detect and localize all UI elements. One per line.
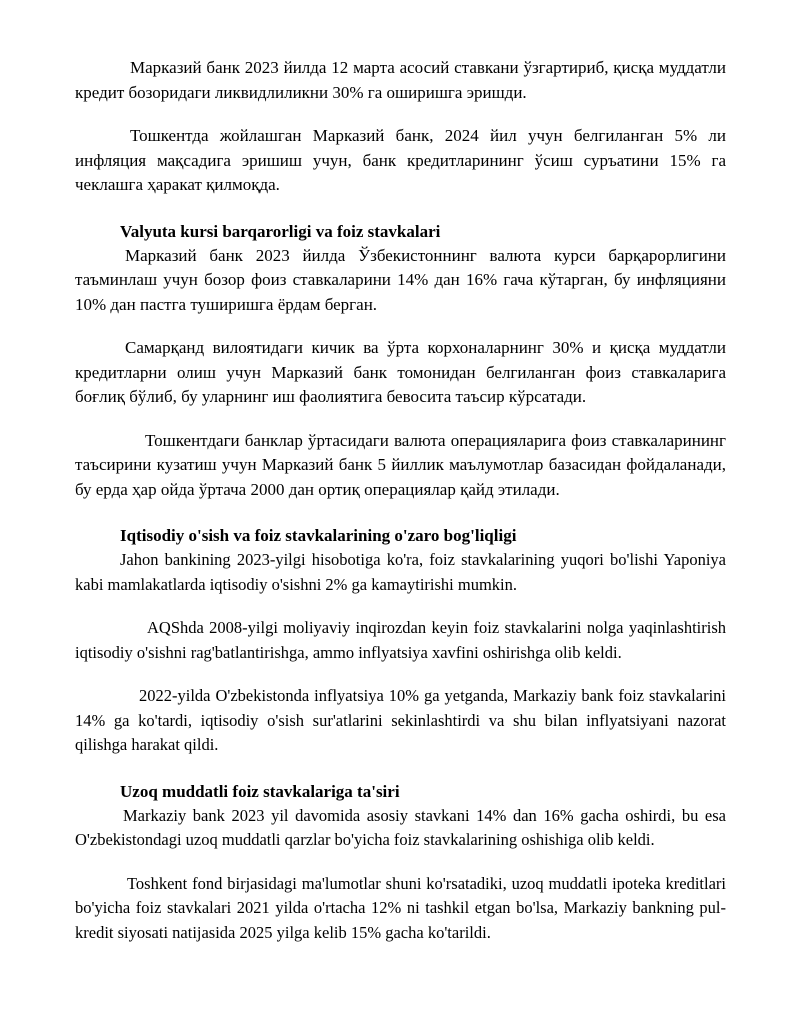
section-heading: Valyuta kursi barqarorligi va foiz stavkalari <box>120 221 441 241</box>
paragraph: Марказий банк 2023 йилда Ўзбекистоннинг валюта курси барқарорлигини таъминлаш учун бозор фоиз ставкаларини 14% дан 16% гача кўтарган, бу инфляцияни 10% дан пастга туширишга ёрдам берган. <box>75 245 726 314</box>
paragraph: 2022-yilda O'zbekistonda inflyatsiya 10% ga yetganda, Markaziy bank foiz stavkalarini 14% ga ko'tardi, iqtisodiy o'sish sur'atlarini sekinlashtirdi va shu bilan inflyatsiyani nazorat qilishga harakat qildi. <box>75 686 726 754</box>
section-heading: Iqtisodiy o'sish va foiz stavkalarining o'zaro bog'liqligi <box>120 526 517 545</box>
paragraph: Тошкентдаги банклар ўртасидаги валюта операцияларига фоиз ставкаларининг таъсирини кузатиш учун Марказий банк 5 йиллик маълумотлар базасидан фойдаланади, бу ерда ҳар ойда ўртача 2000 дан ортиқ операциялар қайд этилади. <box>75 430 726 499</box>
paragraph: Тошкентда жойлашган Марказий банк, 2024 йил учун белгиланган 5% ли инфляция мақсадига эришиш учун, банк кредитларининг ўсиш суръатини 15% га чеклашга ҳаракат қилмоқда. <box>75 126 726 194</box>
document-page <box>75 56 726 945</box>
paragraph: Markaziy bank 2023 yil davomida asosiy stavkani 14% dan 16% gacha oshirdi, bu esa O'zbekistondagi uzoq muddatli qarzlar bo'yicha foiz stavkalarining oshishiga olib keldi. <box>75 805 726 849</box>
paragraph: AQShda 2008-yilgi moliyaviy inqirozdan keyin foiz stavkalarini nolga yaqinlashtirish iqtisodiy o'sishni rag'batlantirishga, ammo inflyatsiya xavfini oshirishga olib keldi. <box>75 618 726 662</box>
paragraph: Toshkent fond birjasidagi ma'lumotlar shuni ko'rsatadiki, uzoq muddatli ipoteka kreditlari bo'yicha foiz stavkalari 2021 yilda o'rtacha 12% ni tashkil etgan bo'lsa, Markaziy bankning pul-kredit siyosati natijasida 2025 yilga kelib 15% gacha ko'tarildi. <box>75 873 726 942</box>
paragraph: Самарқанд вилоятидаги кичик ва ўрта корхоналарнинг 30% и қисқа муддатли кредитларни олиш учун Марказий банк томонидан белгиланган фоиз ставкаларига боғлиқ бўлиб, бу уларнинг иш фаолиятига бевосита таъсир кўрсатади. <box>75 338 726 406</box>
paragraph: Jahon bankining 2023-yilgi hisobotiga ko'ra, foiz stavkalarining yuqori bo'lishi Yaponiya kabi mamlakatlarda iqtisodiy o'sishni 2% ga kamaytirishi mumkin. <box>75 550 726 594</box>
section-heading: Uzoq muddatli foiz stavkalariga ta'siri <box>120 781 400 801</box>
paragraph: Марказий банк 2023 йилда 12 марта асосий ставкани ўзгартириб, қисқа муддатли кредит бозоридаги ликвидлиликни 30% га оширишга эришди. <box>75 58 726 102</box>
